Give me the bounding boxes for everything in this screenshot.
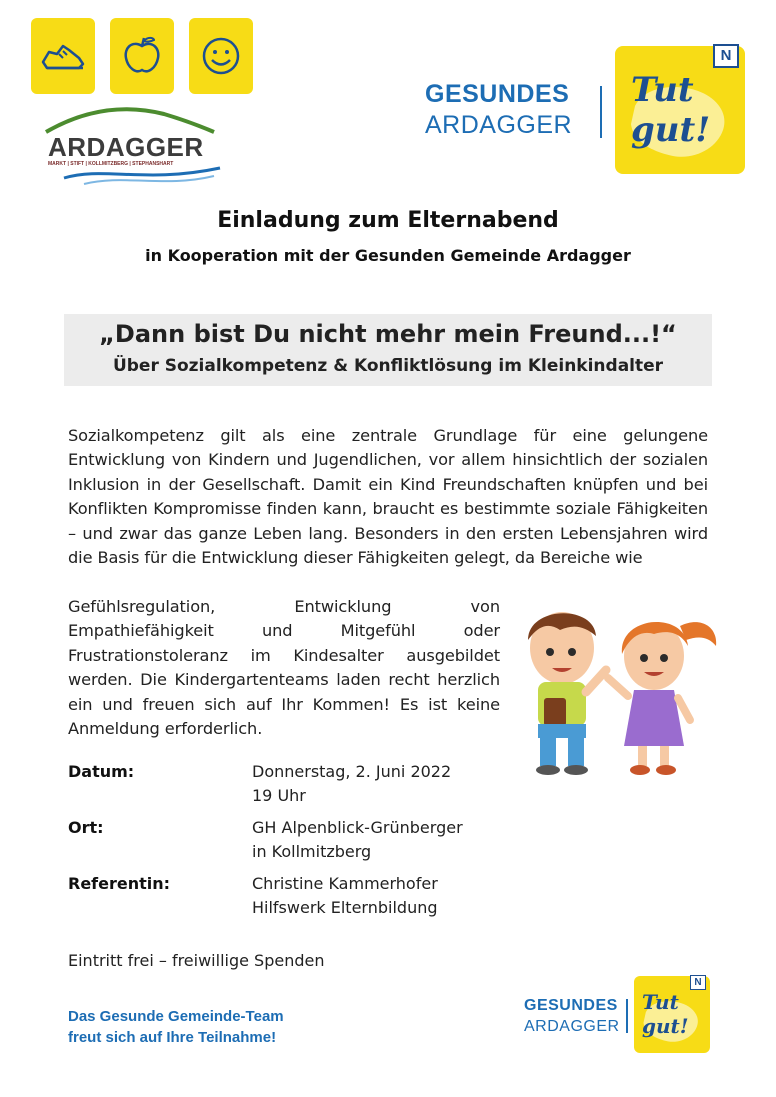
speaker-text: Christine Kammerhofer [252,874,438,893]
ardagger-wordmark: ARDAGGER [48,132,204,162]
brand-line2: ARDAGGER [425,111,573,139]
date-label: Datum: [68,762,135,781]
date-text: Donnerstag, 2. Juni 2022 [252,762,452,781]
body-paragraph-top: Sozialkompetenz gilt als eine zentrale Grundlage für eine gelungene Entwicklung von Kindern und Jugendlichen, vor allem hinsichtlich der sozialen Inklusion in der Gesellschaft. Damit ein Kind Freundschaften knüpfen und bei Konflikten Kompromisse finden kann, braucht es bestimmte soziale Fähigkeiten – und zwar das ganze Leben lang. Besonders in den ersten Lebensjahren wird die Basis für die Entwicklung dieser Fähigkeiten gelegt, da Bereiche wie [68,426,708,568]
children-illustration [504,596,728,780]
ardagger-subline: MARKT | STIFT | KOLLMITZBERG | STEPHANSHART [48,161,174,167]
closing-line1: Das Gesunde Gemeinde-Team [68,1008,284,1025]
topic-title: „Dann bist Du nicht mehr mein Freund...!“ [99,320,677,348]
brand-line1: GESUNDES [425,80,570,108]
place-value [252,816,463,864]
speaker-label: Referentin: [68,874,171,893]
place-label: Ort: [68,818,104,837]
running-shoe-tile [31,18,95,94]
tut-gut-logo-bottom [634,976,710,1053]
tut-gut-slogan-bottom: Tut gut! [642,990,689,1038]
boy-figure [528,612,606,775]
closing-line2: freut sich auf Ihre Teilnahme! [68,1029,277,1046]
smiley-tile [189,18,253,94]
apple-icon [118,32,166,80]
ardagger-logo [44,104,224,186]
date-value [252,760,451,808]
page-subtitle: in Kooperation mit der Gesunden Gemeinde Ardagger [145,246,631,265]
place-text: GH Alpenblick-Grünberger [252,818,463,837]
place-text-2: in Kollmitzberg [252,842,372,861]
tut-gut-logo [615,46,745,174]
n-badge-bottom: N [690,975,706,990]
brand-wordmark-bottom [524,997,620,1036]
smiley-face-icon [197,32,245,80]
brand-bottom-line2: ARDAGGER [524,1018,620,1035]
entry-note: Eintritt frei – freiwillige Spenden [68,951,325,970]
tut-gut-slogan: Tut gut! [631,70,711,150]
time-text: 19 Uhr [252,786,306,805]
brand-divider [600,86,602,138]
topic-box [64,314,712,386]
running-shoe-icon [39,32,87,80]
page-title: Einladung zum Elternabend [217,208,559,233]
brand-bottom-divider [626,999,628,1033]
speaker-text-2: Hilfswerk Elternbildung [252,898,438,917]
brand-bottom-line1: GESUNDES [524,997,618,1014]
topic-subtitle: Über Sozialkompetenz & Konfliktlösung im Kleinkindalter [112,356,664,376]
body-paragraph-bottom: Gefühlsregulation, Entwicklung von Empathiefähigkeit und Mitgefühl oder Frustrationstoleranz im Kindesalter ausgebildet werden. Die Kindergartenteams laden recht herzlich ein und freuen sich auf Ihr Kommen! Es ist keine Anmeldung erforderlich. [68,597,500,739]
n-badge: N [713,44,739,68]
brand-wordmark-top [425,80,572,140]
apple-tile [110,18,174,94]
girl-figure [608,622,716,775]
speaker-value [252,872,438,920]
closing-message [68,1006,284,1048]
